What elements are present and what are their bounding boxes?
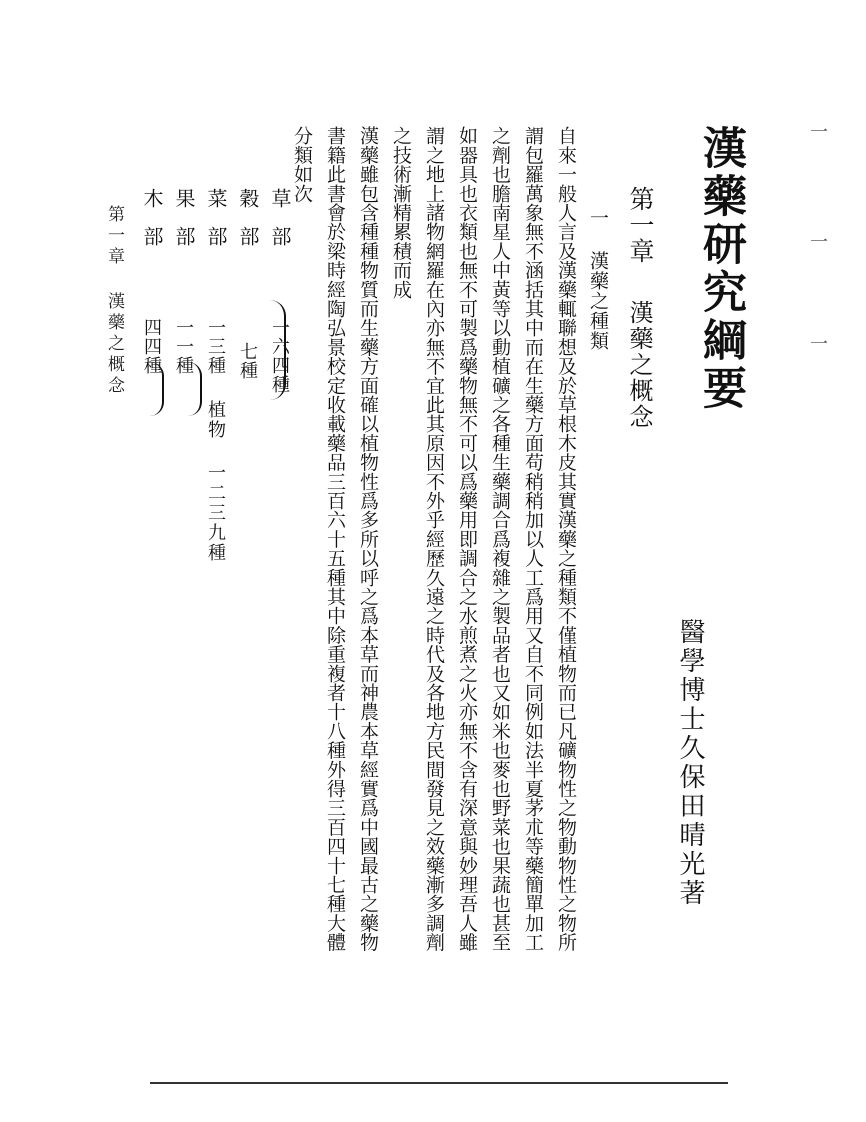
brace-bracket [186,362,202,416]
brace-bracket [148,362,164,416]
body-column: 書籍此書會於梁時經陶弘景校定收載藥品三百六十五種其中除重複者十八種外得三百四十七種大體 [324,126,346,952]
category-count: 四四種 [141,318,162,375]
category-count: 七種 [237,342,258,380]
category-count: 一三種 [205,318,226,375]
running-footer: 第一章 漢藥之概念 [104,205,124,397]
body-column: 漢藥雖包含種種物質而生藥方面確以植物性爲多所以呼之爲本草而神農本草經實爲中國最古之藥物 [357,126,379,952]
body-column: 之劑也膽南星人中黃等以動植礦之各種生藥調合爲複雜之製品者也又如米也麥也野菜也果蔬也甚至 [489,126,511,952]
header-mark: 一 [810,122,828,143]
category-label: 草部 [268,188,292,264]
body-column: 分類如次 [291,126,313,203]
body-column: 之技術漸精累積而成 [390,126,412,299]
header-mark: 一 [810,334,828,355]
body-column: 謂包羅萬象無不涵括其中而在生藥方面苟稍稍加以人工爲用又自不同例如法半夏茅朮等藥簡單加工 [522,126,544,952]
category-label: 木部 [140,188,164,264]
category-count: 一一種 [173,318,194,375]
body-column: 自來一般人言及漢藥輒聯想及於草根木皮其實漢藥之種類不僅植物而已凡礦物性之物動物性之物所 [555,126,577,952]
brace-bracket [268,300,286,400]
category-count: 一六四種 [269,318,290,394]
bottom-rule [150,1082,728,1084]
chapter-label: 第一章 [626,186,655,264]
body-column: 如器具也衣類也無不可製爲藥物無不可以爲藥用即調合之水煎煮之火亦無不含有深意與妙理吾人雖 [456,126,478,952]
header-mark: 一 [810,232,828,253]
section-heading: 一 漢藥之種類 [587,208,609,351]
chapter-title: 漢藥之概念 [625,300,653,430]
author-line: 醫學博士久保田晴光著 [675,618,705,908]
book-title: 漢藥研究綱要 [695,125,746,413]
category-label: 果部 [172,188,196,264]
group-note: 植物 一二三九種 [205,400,226,563]
category-label: 菜部 [204,188,228,264]
body-column: 謂之地上諸物網羅在內亦無不宜此其原因不外乎經歷久遠之時代及各地方民間發見之效藥漸多調劑 [423,126,445,952]
category-label: 穀部 [236,188,260,264]
